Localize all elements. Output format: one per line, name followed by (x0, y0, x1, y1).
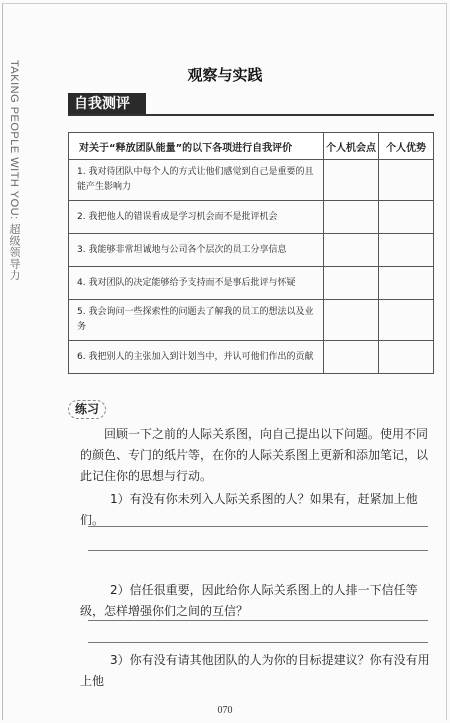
opportunity-checkbox[interactable] (324, 160, 379, 201)
answer-line[interactable] (88, 550, 428, 551)
table-row (69, 267, 434, 300)
table-row-text: 3. 我能够非常坦诚地与公司各个层次的员工分享信息 (69, 234, 324, 267)
strength-checkbox[interactable] (379, 160, 434, 201)
table-header-row (69, 133, 434, 160)
table-header-strength: 个人优势 (379, 133, 434, 160)
strength-checkbox[interactable] (379, 234, 434, 267)
table-row-text: 5. 我会询问一些探索性的问题去了解我的员工的想法以及业务 (69, 300, 324, 341)
answer-line[interactable] (88, 526, 428, 527)
section-rule (68, 114, 434, 116)
opportunity-checkbox[interactable] (324, 267, 379, 300)
strength-checkbox[interactable] (379, 341, 434, 374)
section-badge: 自我测评 (68, 93, 146, 115)
strength-checkbox[interactable] (379, 300, 434, 341)
exercise-question-1: 1）有没有你未列入人际关系图的人？如果有，赶紧加上他们。 (80, 492, 418, 527)
table-row (69, 234, 434, 267)
strength-checkbox[interactable] (379, 267, 434, 300)
exercise-tag: 练习 (68, 400, 106, 419)
opportunity-checkbox[interactable] (324, 201, 379, 234)
table-row-text: 6. 我把别人的主张加入到计划当中，并认可他们作出的贡献 (69, 341, 324, 374)
page-number: 070 (217, 705, 233, 716)
table-row-text: 4. 我对团队的决定能够给予支持而不是事后批评与怀疑 (69, 267, 324, 300)
strength-checkbox[interactable] (379, 201, 434, 234)
opportunity-checkbox[interactable] (324, 300, 379, 341)
table-row-text: 2. 我把他人的错误看成是学习机会而不是批评机会 (69, 201, 324, 234)
table-row (69, 341, 434, 374)
spine-text: TAKING PEOPLE WITH YOU: 超级领导力 (8, 60, 20, 281)
exercise-intro: 回顾一下之前的人际关系图，向自己提出以下问题。使用不同的颜色、专门的纸片等，在你的人际关系图上更新和添加笔记，以此记住你的思想与行动。 (80, 427, 429, 483)
opportunity-checkbox[interactable] (324, 341, 379, 374)
exercise-question-3: 3）你有没有请其他团队的人为你的目标提建议？你有没有用上他 (80, 653, 430, 688)
table-header-question: 对关于“释放团队能量”的以下各项进行自我评价 (69, 133, 324, 160)
table-row (69, 300, 434, 341)
answer-line[interactable] (88, 620, 428, 621)
table-row (69, 160, 434, 201)
exercise-question-2: 2）信任很重要，因此给你人际关系图上的人排一下信任等级，怎样增强你们之间的互信？ (80, 583, 418, 618)
page-title: 观察与实践 (187, 66, 263, 84)
table-row-text: 1. 我对待团队中每个人的方式让他们感觉到自己是重要的且能产生影响力 (69, 160, 324, 201)
opportunity-checkbox[interactable] (324, 234, 379, 267)
table-header-opportunity: 个人机会点 (324, 133, 379, 160)
table-row (69, 201, 434, 234)
self-evaluation-table (68, 132, 434, 374)
answer-line[interactable] (88, 642, 428, 643)
